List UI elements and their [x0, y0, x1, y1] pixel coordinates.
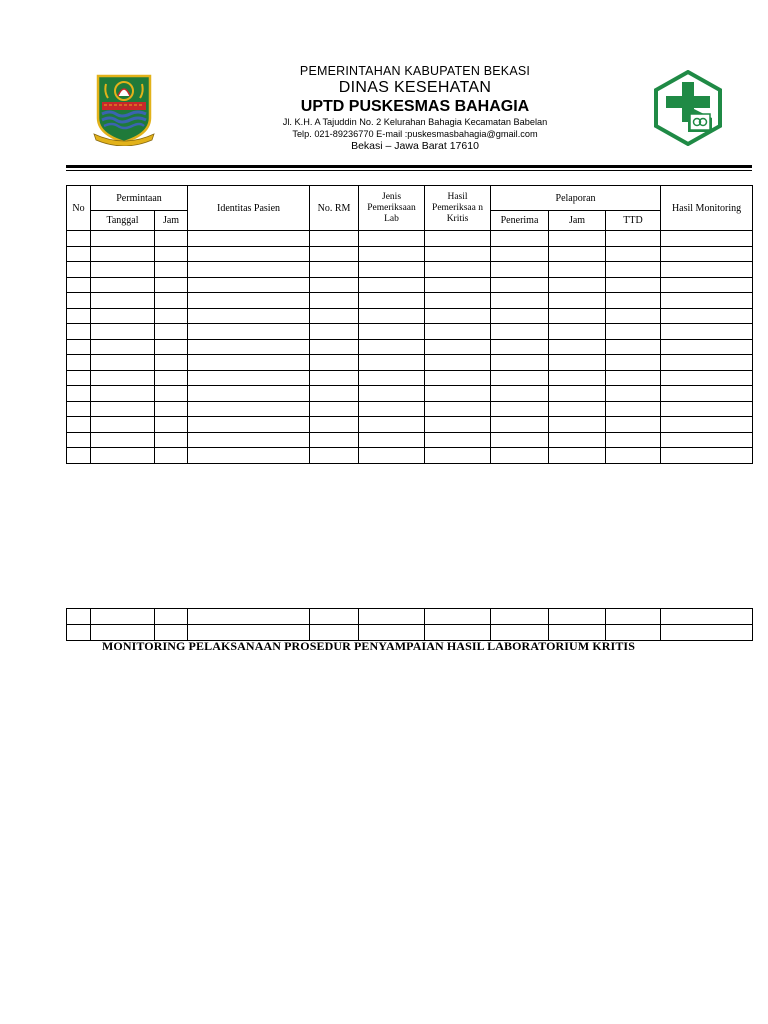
- table-cell[interactable]: [425, 355, 491, 371]
- table-cell[interactable]: [491, 293, 549, 309]
- table-cell[interactable]: [549, 417, 606, 433]
- table-cell[interactable]: [310, 231, 359, 247]
- table-cell[interactable]: [155, 246, 188, 262]
- table-cell[interactable]: [310, 609, 359, 625]
- table-cell[interactable]: [359, 277, 425, 293]
- table-cell[interactable]: [549, 277, 606, 293]
- table-cell[interactable]: [155, 448, 188, 464]
- table-cell[interactable]: [91, 308, 155, 324]
- table-cell[interactable]: [359, 262, 425, 278]
- monitoring-table: [66, 185, 753, 464]
- table-cell[interactable]: [606, 231, 661, 247]
- table-cell[interactable]: [359, 370, 425, 386]
- contact-line: Telp. 021-89236770 E-mail :puskesmasbahagia@gmail.com: [292, 129, 538, 139]
- table-cell[interactable]: [491, 324, 549, 340]
- table-cell[interactable]: [188, 401, 310, 417]
- department-name: DINAS KESEHATAN: [338, 79, 492, 96]
- table-cell[interactable]: [491, 246, 549, 262]
- table-cell[interactable]: [310, 277, 359, 293]
- table-cell[interactable]: [661, 324, 753, 340]
- table-row: [67, 277, 753, 293]
- table-cell[interactable]: [606, 370, 661, 386]
- table-cell[interactable]: [188, 339, 310, 355]
- table-cell[interactable]: [359, 401, 425, 417]
- table-cell[interactable]: [310, 293, 359, 309]
- table-cell[interactable]: [155, 231, 188, 247]
- table-cell[interactable]: [188, 308, 310, 324]
- table-cell[interactable]: [606, 339, 661, 355]
- puskesmas-logo-icon: [654, 70, 722, 146]
- table-cell[interactable]: [425, 448, 491, 464]
- table-cell[interactable]: [155, 277, 188, 293]
- table-cell[interactable]: [661, 246, 753, 262]
- table-cell[interactable]: [661, 432, 753, 448]
- table-cell[interactable]: [67, 417, 91, 433]
- table-cell[interactable]: [359, 417, 425, 433]
- table-cell[interactable]: [91, 609, 155, 625]
- table-cell[interactable]: [188, 448, 310, 464]
- table-cell[interactable]: [155, 417, 188, 433]
- table-cell[interactable]: [67, 246, 91, 262]
- city-line: Bekasi – Jawa Barat 17610: [351, 140, 479, 152]
- table-row: [67, 448, 753, 464]
- table-cell[interactable]: [549, 609, 606, 625]
- table-cell[interactable]: [188, 386, 310, 402]
- table-cell[interactable]: [91, 370, 155, 386]
- table-cell[interactable]: [606, 355, 661, 371]
- table-row: [67, 609, 753, 625]
- table-cell[interactable]: [310, 432, 359, 448]
- table-cell[interactable]: [661, 355, 753, 371]
- table-cell[interactable]: [425, 609, 491, 625]
- table-row: [67, 231, 753, 247]
- table-row: [67, 432, 753, 448]
- table-cell[interactable]: [425, 231, 491, 247]
- header-no-rm: No. RM: [310, 186, 359, 231]
- table-cell[interactable]: [188, 324, 310, 340]
- table-cell[interactable]: [310, 324, 359, 340]
- table-cell[interactable]: [425, 277, 491, 293]
- table-cell[interactable]: [661, 401, 753, 417]
- table-cell[interactable]: [91, 339, 155, 355]
- table-cell[interactable]: [188, 417, 310, 433]
- continuation-table: [66, 608, 753, 641]
- table-cell[interactable]: [67, 448, 91, 464]
- table-cell[interactable]: [67, 609, 91, 625]
- table-cell[interactable]: [425, 246, 491, 262]
- table-cell[interactable]: [549, 370, 606, 386]
- table-cell[interactable]: [661, 370, 753, 386]
- table-cell[interactable]: [67, 401, 91, 417]
- table-cell[interactable]: [549, 308, 606, 324]
- table-cell[interactable]: [155, 370, 188, 386]
- table-cell[interactable]: [91, 262, 155, 278]
- table-cell[interactable]: [359, 339, 425, 355]
- table-cell[interactable]: [359, 308, 425, 324]
- table-cell[interactable]: [67, 386, 91, 402]
- letterhead: [200, 64, 630, 153]
- table-cell[interactable]: [491, 339, 549, 355]
- table-cell[interactable]: [67, 370, 91, 386]
- header-permintaan: Permintaan: [91, 186, 188, 211]
- table-cell[interactable]: [606, 293, 661, 309]
- table-cell[interactable]: [661, 609, 753, 625]
- table-cell[interactable]: [491, 277, 549, 293]
- table-cell[interactable]: [91, 293, 155, 309]
- table-cell[interactable]: [188, 432, 310, 448]
- table-cell[interactable]: [188, 231, 310, 247]
- table-cell[interactable]: [67, 339, 91, 355]
- table-cell[interactable]: [91, 231, 155, 247]
- table-cell[interactable]: [67, 277, 91, 293]
- table-cell[interactable]: [359, 231, 425, 247]
- table-row: [67, 401, 753, 417]
- table-cell[interactable]: [155, 355, 188, 371]
- table-cell[interactable]: [661, 262, 753, 278]
- table-cell[interactable]: [67, 262, 91, 278]
- table-cell[interactable]: [549, 231, 606, 247]
- table-cell[interactable]: [491, 262, 549, 278]
- table-cell[interactable]: [359, 432, 425, 448]
- table-cell[interactable]: [491, 308, 549, 324]
- table-cell[interactable]: [606, 448, 661, 464]
- table-cell[interactable]: [155, 432, 188, 448]
- table-cell[interactable]: [310, 355, 359, 371]
- table-cell[interactable]: [67, 625, 91, 641]
- table-cell[interactable]: [155, 386, 188, 402]
- table-cell[interactable]: [606, 386, 661, 402]
- header-hasil-monitoring: Hasil Monitoring: [661, 186, 753, 231]
- table-cell[interactable]: [310, 262, 359, 278]
- table-cell[interactable]: [188, 277, 310, 293]
- table-cell[interactable]: [67, 355, 91, 371]
- table-row: [67, 308, 753, 324]
- header-pelaporan: Pelaporan: [491, 186, 661, 211]
- table-cell[interactable]: [310, 401, 359, 417]
- table-cell[interactable]: [606, 262, 661, 278]
- table-cell[interactable]: [425, 370, 491, 386]
- table-row: [67, 355, 753, 371]
- table-cell[interactable]: [310, 246, 359, 262]
- table-cell[interactable]: [91, 386, 155, 402]
- table-cell[interactable]: [661, 625, 753, 641]
- table-cell[interactable]: [359, 355, 425, 371]
- table-cell[interactable]: [91, 401, 155, 417]
- table-cell[interactable]: [549, 355, 606, 371]
- table-cell[interactable]: [91, 448, 155, 464]
- table-cell[interactable]: [155, 308, 188, 324]
- header-hasil-kritis: Hasil Pemeriksaa n Kritis: [425, 186, 491, 231]
- table-cell[interactable]: [425, 386, 491, 402]
- table-cell[interactable]: [359, 246, 425, 262]
- table-cell[interactable]: [91, 246, 155, 262]
- header-jenis-pemeriksaan: Jenis Pemeriksaan Lab: [359, 186, 425, 231]
- table-cell[interactable]: [91, 324, 155, 340]
- table-cell[interactable]: [661, 293, 753, 309]
- table-cell[interactable]: [491, 386, 549, 402]
- table-cell[interactable]: [188, 246, 310, 262]
- table-cell[interactable]: [661, 339, 753, 355]
- table-row: [67, 246, 753, 262]
- table-cell[interactable]: [606, 432, 661, 448]
- table-cell[interactable]: [67, 432, 91, 448]
- table-cell[interactable]: [549, 386, 606, 402]
- table-cell[interactable]: [310, 417, 359, 433]
- table-cell[interactable]: [549, 448, 606, 464]
- table-row: [67, 339, 753, 355]
- table-cell[interactable]: [491, 448, 549, 464]
- table-cell[interactable]: [491, 609, 549, 625]
- table-cell[interactable]: [491, 231, 549, 247]
- table-cell[interactable]: [67, 231, 91, 247]
- table-cell[interactable]: [188, 370, 310, 386]
- header-divider: [66, 165, 752, 168]
- header-jam-pelaporan: Jam: [549, 211, 606, 231]
- table-cell[interactable]: [359, 609, 425, 625]
- table-cell[interactable]: [661, 386, 753, 402]
- government-name: PEMERINTAHAN KABUPATEN BEKASI: [299, 64, 531, 78]
- address-line: Jl. K.H. A Tajuddin No. 2 Kelurahan Bahagia Kecamatan Babelan: [282, 117, 548, 127]
- table-cell[interactable]: [188, 355, 310, 371]
- table-cell[interactable]: [425, 293, 491, 309]
- table-cell[interactable]: [188, 609, 310, 625]
- table-row: [67, 262, 753, 278]
- table-cell[interactable]: [310, 386, 359, 402]
- table-cell[interactable]: [425, 339, 491, 355]
- table-cell[interactable]: [91, 417, 155, 433]
- header-no: No: [67, 186, 91, 231]
- table-cell[interactable]: [549, 401, 606, 417]
- table-cell[interactable]: [425, 432, 491, 448]
- table-cell[interactable]: [606, 401, 661, 417]
- table-cell[interactable]: [661, 417, 753, 433]
- table-cell[interactable]: [549, 246, 606, 262]
- table-cell[interactable]: [359, 386, 425, 402]
- table-cell[interactable]: [549, 324, 606, 340]
- table-cell[interactable]: [549, 293, 606, 309]
- table-cell[interactable]: [661, 308, 753, 324]
- table-cell[interactable]: [425, 417, 491, 433]
- table-cell[interactable]: [491, 417, 549, 433]
- table-cell[interactable]: [188, 262, 310, 278]
- table-row: [67, 324, 753, 340]
- table-cell[interactable]: [310, 370, 359, 386]
- table-cell[interactable]: [155, 401, 188, 417]
- header-jam: Jam: [155, 211, 188, 231]
- table-cell[interactable]: [425, 324, 491, 340]
- table-cell[interactable]: [549, 432, 606, 448]
- table-cell[interactable]: [425, 401, 491, 417]
- table-cell[interactable]: [491, 432, 549, 448]
- table-cell[interactable]: [155, 609, 188, 625]
- table-cell[interactable]: [67, 308, 91, 324]
- table-cell[interactable]: [425, 308, 491, 324]
- header-identitas-pasien: Identitas Pasien: [188, 186, 310, 231]
- header-tanggal: Tanggal: [91, 211, 155, 231]
- table-row: [67, 370, 753, 386]
- kabupaten-bekasi-emblem-icon: [92, 74, 156, 146]
- table-cell[interactable]: [606, 609, 661, 625]
- table-cell[interactable]: [606, 308, 661, 324]
- table-cell[interactable]: [491, 370, 549, 386]
- table-cell[interactable]: [425, 262, 491, 278]
- table-cell[interactable]: [661, 231, 753, 247]
- table-row: [67, 293, 753, 309]
- table-cell[interactable]: [310, 339, 359, 355]
- table-cell[interactable]: [606, 246, 661, 262]
- center-name: UPTD PUSKESMAS BAHAGIA: [300, 98, 530, 115]
- table-cell[interactable]: [491, 401, 549, 417]
- table-cell[interactable]: [549, 262, 606, 278]
- table-cell[interactable]: [606, 277, 661, 293]
- table-row: [67, 417, 753, 433]
- table-cell[interactable]: [155, 339, 188, 355]
- table-cell[interactable]: [359, 293, 425, 309]
- table-cell[interactable]: [661, 277, 753, 293]
- header-divider-thin: [66, 170, 752, 171]
- header-penerima: Penerima: [491, 211, 549, 231]
- table-cell[interactable]: [606, 417, 661, 433]
- table-cell[interactable]: [67, 293, 91, 309]
- form-title: MONITORING PELAKSANAAN PROSEDUR PENYAMPAIAN HASIL LABORATORIUM KRITIS: [102, 639, 635, 653]
- table-cell[interactable]: [310, 448, 359, 464]
- table-cell[interactable]: [155, 262, 188, 278]
- table-cell[interactable]: [310, 308, 359, 324]
- table-cell[interactable]: [91, 355, 155, 371]
- table-cell[interactable]: [155, 293, 188, 309]
- table-cell[interactable]: [491, 355, 549, 371]
- table-row: [67, 386, 753, 402]
- table-cell[interactable]: [359, 448, 425, 464]
- table-cell[interactable]: [91, 277, 155, 293]
- table-cell[interactable]: [661, 448, 753, 464]
- table-cell[interactable]: [188, 293, 310, 309]
- header-ttd: TTD: [606, 211, 661, 231]
- table-cell[interactable]: [67, 324, 91, 340]
- table-cell[interactable]: [606, 324, 661, 340]
- table-cell[interactable]: [155, 324, 188, 340]
- table-cell[interactable]: [359, 324, 425, 340]
- table-cell[interactable]: [91, 432, 155, 448]
- table-cell[interactable]: [549, 339, 606, 355]
